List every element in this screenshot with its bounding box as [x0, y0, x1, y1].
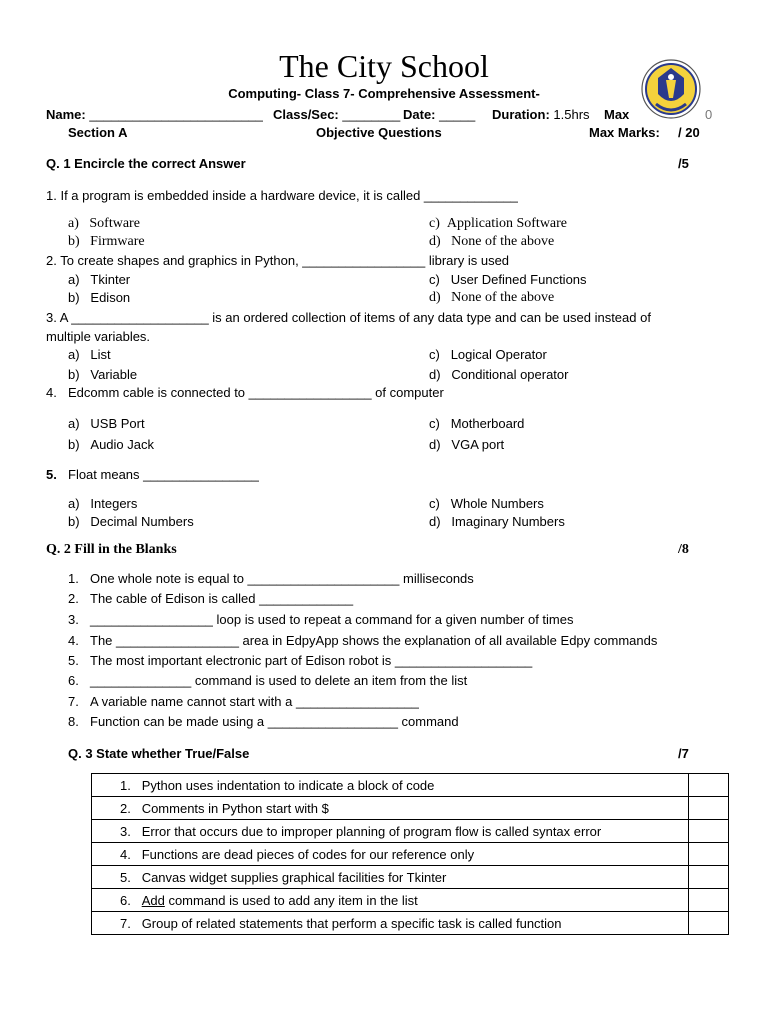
- q2-item-2-number: 2.: [68, 591, 79, 606]
- q1-item-1-option-a: a) Software: [68, 216, 140, 231]
- tf-answer-cell[interactable]: [689, 774, 729, 797]
- q1-item-2-option-b: b) Edison: [68, 290, 131, 305]
- q2-item-4-number: 4.: [68, 633, 79, 648]
- q1-item-5-option-b: b) Decimal Numbers: [68, 514, 194, 529]
- duration-field: Duration: 1.5hrs: [492, 107, 590, 122]
- q2-item-1-text: One whole note is equal to _____________________ milliseconds: [90, 571, 474, 586]
- q1-item-4-stem: Edcomm cable is connected to _________________ of computer: [68, 385, 444, 400]
- q2-item-4-text: The _________________ area in EdpyApp shows the explanation of all available Edpy commands: [90, 633, 658, 648]
- q2-item-7-number: 7.: [68, 694, 79, 709]
- school-title: The City School: [279, 48, 489, 84]
- q2-heading: Q. 2 Fill in the Blanks: [46, 542, 177, 557]
- tf-answer-cell[interactable]: [689, 866, 729, 889]
- tf-answer-cell[interactable]: [689, 820, 729, 843]
- tf-answer-cell[interactable]: [689, 843, 729, 866]
- tf-statement: 3. Error that occurs due to improper planning of program flow is called syntax error: [92, 820, 689, 843]
- q1-item-3-option-a: a) List: [68, 347, 111, 362]
- true-false-table: [91, 773, 729, 935]
- q1-item-2-option-a: a) Tkinter: [68, 272, 131, 287]
- q1-item-5-option-d: d) Imaginary Numbers: [429, 514, 565, 529]
- objective-label: Objective Questions: [316, 125, 442, 140]
- q1-item-1-option-d: d) None of the above: [429, 234, 555, 249]
- q2-item-2-text: The cable of Edison is called _____________: [90, 591, 354, 606]
- q1-item-4-option-d: d) VGA port: [429, 437, 505, 452]
- q1-item-4-number: 4.: [46, 385, 57, 400]
- q2-item-8-text: Function can be made using a __________________ command: [90, 714, 459, 729]
- q1-item-1-stem: 1. If a program is embedded inside a hardware device, it is called _____________: [46, 188, 518, 203]
- q1-item-4-option-c: c) Motherboard: [429, 416, 525, 431]
- school-crest-logo: [640, 58, 702, 120]
- table-row: [92, 820, 729, 843]
- q1-item-5-option-c: c) Whole Numbers: [429, 496, 544, 511]
- q1-item-2-option-d: d) None of the above: [429, 290, 555, 305]
- q1-item-4-option-b: b) Audio Jack: [68, 437, 154, 452]
- tf-statement: 1. Python uses indentation to indicate a block of code: [92, 774, 689, 797]
- tf-statement: 6. Add command is used to add any item in the list: [92, 889, 689, 912]
- q1-item-2-option-c: c) User Defined Functions: [429, 272, 587, 287]
- q1-item-3-option-d: d) Conditional operator: [429, 367, 569, 382]
- q2-item-1-number: 1.: [68, 571, 79, 586]
- q1-item-2-stem: 2. To create shapes and graphics in Python, _________________ library is used: [46, 253, 510, 268]
- class-field: Class/Sec: ________: [273, 107, 401, 122]
- date-field: Date: _____: [403, 107, 476, 122]
- q1-item-1-option-c: c) Application Software: [429, 216, 568, 231]
- q1-item-3-option-c: c) Logical Operator: [429, 347, 547, 362]
- tf-answer-cell[interactable]: [689, 889, 729, 912]
- q1-marks: /5: [678, 156, 689, 171]
- q2-item-5-number: 5.: [68, 653, 79, 668]
- q3-marks: /7: [678, 746, 689, 761]
- name-field: Name: ________________________: [46, 107, 263, 122]
- max-marks-label: Max Marks:: [589, 125, 660, 140]
- tf-answer-cell[interactable]: [689, 912, 729, 935]
- tf-statement: 7. Group of related statements that perform a specific task is called function: [92, 912, 689, 935]
- q1-item-3-stem: 3. A ___________________ is an ordered collection of items of any data type and can be used instead of: [46, 310, 651, 325]
- q3-heading: Q. 3 State whether True/False: [68, 746, 250, 761]
- tf-statement: 5. Canvas widget supplies graphical facilities for Tkinter: [92, 866, 689, 889]
- table-row: [92, 912, 729, 935]
- tf-answer-cell[interactable]: [689, 797, 729, 820]
- q2-marks: /8: [678, 542, 689, 557]
- q1-item-3-option-b: b) Variable: [68, 367, 138, 382]
- section-label: Section A: [68, 125, 128, 140]
- max-hidden-tail: 0: [705, 107, 713, 122]
- table-row: [92, 866, 729, 889]
- tf-statement: 2. Comments in Python start with $: [92, 797, 689, 820]
- table-row: [92, 889, 729, 912]
- q2-item-3-number: 3.: [68, 612, 79, 627]
- q2-item-3-text: _________________ loop is used to repeat a command for a given number of times: [90, 612, 574, 627]
- q1-item-4-option-a: a) USB Port: [68, 416, 145, 431]
- q2-item-6-number: 6.: [68, 673, 79, 688]
- q2-item-5-text: The most important electronic part of Edison robot is ___________________: [90, 653, 533, 668]
- q2-item-8-number: 8.: [68, 714, 79, 729]
- max-label: Max: [604, 107, 630, 122]
- q1-item-5-option-a: a) Integers: [68, 496, 138, 511]
- q1-item-5-number: 5.: [46, 467, 57, 482]
- q1-item-1-option-b: b) Firmware: [68, 234, 145, 249]
- q1-item-5-stem: Float means ________________: [68, 467, 259, 482]
- q1-item-3-stem-continued: multiple variables.: [46, 329, 151, 344]
- table-row: [92, 843, 729, 866]
- table-row: [92, 797, 729, 820]
- table-row: [92, 774, 729, 797]
- max-marks-value: / 20: [678, 125, 700, 140]
- q2-item-6-text: ______________ command is used to delete an item from the list: [90, 673, 468, 688]
- q2-item-7-text: A variable name cannot start with a _________________: [90, 694, 419, 709]
- q1-heading: Q. 1 Encircle the correct Answer: [46, 156, 246, 171]
- assessment-subtitle: Computing- Class 7- Comprehensive Assessment-: [228, 86, 540, 101]
- tf-statement: 4. Functions are dead pieces of codes for our reference only: [92, 843, 689, 866]
